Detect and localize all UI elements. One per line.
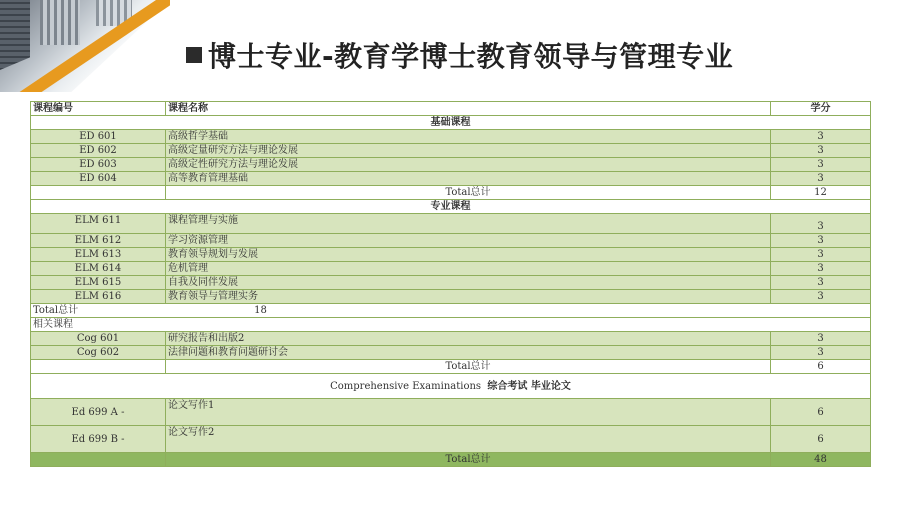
table-row [31, 130, 871, 144]
total-row [31, 360, 871, 374]
total-row [31, 186, 871, 200]
table-row [31, 276, 871, 290]
course-name: 教育领导规划与发展 [166, 248, 771, 262]
course-credits: 3 [771, 234, 871, 248]
course-credits: 3 [771, 158, 871, 172]
course-code: ELM 612 [31, 234, 166, 248]
section-row [31, 318, 871, 332]
exam-section-title [31, 374, 871, 399]
table-row [31, 262, 871, 276]
total-value: 18 [254, 305, 267, 316]
bullet-square-icon [186, 47, 202, 63]
course-credits: 6 [771, 399, 871, 426]
course-code: ED 602 [31, 144, 166, 158]
empty-cell [31, 186, 166, 200]
course-name: 高等教育管理基础 [166, 172, 771, 186]
total-row-cell [31, 304, 871, 318]
section-title-related: 相关课程 [31, 318, 871, 332]
header-code: 课程编号 [31, 102, 166, 116]
course-name: 教育领导与管理实务 [166, 290, 771, 304]
table-row [31, 346, 871, 360]
course-code: ELM 615 [31, 276, 166, 290]
course-code: ELM 616 [31, 290, 166, 304]
course-credits: 3 [771, 276, 871, 290]
course-credits: 3 [771, 130, 871, 144]
section-title-basic: 基础课程 [31, 116, 871, 130]
total-value: 12 [771, 186, 871, 200]
course-name: 法律问题和教育问题研讨会 [166, 346, 771, 360]
course-name: 论文写作1 [166, 399, 771, 426]
table-row [31, 234, 871, 248]
table-row [31, 248, 871, 262]
course-code: Ed 699 A - [31, 399, 166, 426]
building-image [40, 0, 80, 45]
course-name: 高级定性研究方法与理论发展 [166, 158, 771, 172]
table-header-row [31, 102, 871, 116]
empty-cell [31, 360, 166, 374]
course-code: ED 603 [31, 158, 166, 172]
course-credits: 3 [771, 332, 871, 346]
course-code: ELM 613 [31, 248, 166, 262]
section-row [31, 200, 871, 214]
total-row [31, 304, 871, 318]
course-name: 课程管理与实施 [166, 214, 771, 234]
total-label: Total总计 [166, 186, 771, 200]
table-row [31, 158, 871, 172]
course-code: ELM 611 [31, 214, 166, 234]
header-credits: 学分 [771, 102, 871, 116]
total-label: Total总计 [166, 360, 771, 374]
section-row [31, 116, 871, 130]
table-row [31, 214, 871, 234]
grand-total-label: Total总计 [166, 453, 771, 467]
course-credits: 3 [771, 346, 871, 360]
table-row [31, 144, 871, 158]
corner-decoration [0, 0, 170, 92]
course-credits: 6 [771, 426, 871, 453]
course-name: 危机管理 [166, 262, 771, 276]
exam-label-en: Comprehensive Examinations [330, 380, 482, 392]
course-credits: 3 [771, 248, 871, 262]
course-code: ED 604 [31, 172, 166, 186]
header-name: 课程名称 [166, 102, 771, 116]
course-code: Ed 699 B - [31, 426, 166, 453]
course-credits: 3 [771, 290, 871, 304]
course-credits: 3 [771, 262, 871, 276]
exam-label-cn: 综合考试 毕业论文 [487, 380, 571, 392]
table-row [31, 172, 871, 186]
course-code: Cog 602 [31, 346, 166, 360]
grand-total-value: 48 [771, 453, 871, 467]
table-row [31, 332, 871, 346]
section-title-major: 专业课程 [31, 200, 871, 214]
course-name: 论文写作2 [166, 426, 771, 453]
course-name: 高级定量研究方法与理论发展 [166, 144, 771, 158]
course-code: ED 601 [31, 130, 166, 144]
table-row [31, 426, 871, 453]
exam-row [31, 374, 871, 399]
empty-cell [31, 453, 166, 467]
course-name: 研究报告和出版2 [166, 332, 771, 346]
total-value: 6 [771, 360, 871, 374]
course-credits: 3 [771, 172, 871, 186]
table-row [31, 290, 871, 304]
grand-total-row [31, 453, 871, 467]
total-label: Total总计 [33, 305, 79, 316]
course-name: 自我及同伴发展 [166, 276, 771, 290]
course-credits: 3 [771, 144, 871, 158]
course-code: Cog 601 [31, 332, 166, 346]
table-row [31, 399, 871, 426]
page-title-text: 博士专业-教育学博士教育领导与管理专业 [208, 40, 734, 73]
course-code: ELM 614 [31, 262, 166, 276]
page-title [186, 34, 733, 76]
course-credits: 3 [771, 214, 871, 234]
course-name: 高级哲学基础 [166, 130, 771, 144]
course-table [30, 101, 871, 467]
course-name: 学习资源管理 [166, 234, 771, 248]
